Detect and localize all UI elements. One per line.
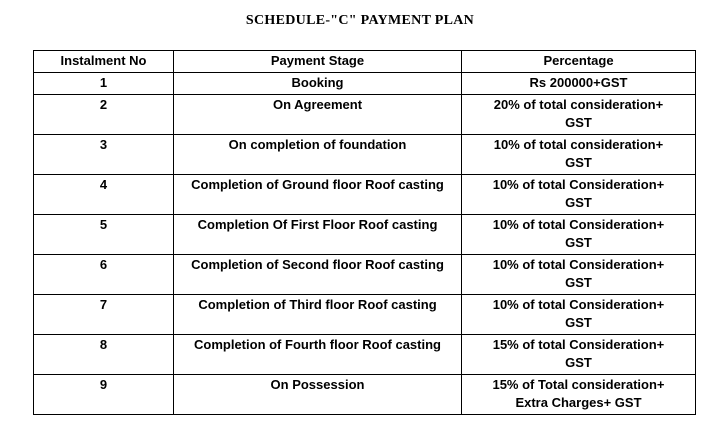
table-row (34, 255, 696, 295)
percentage (462, 95, 696, 135)
percentage-line-1: 10% of total consideration+ (493, 137, 664, 152)
payment-stage: Completion of Second floor Roof casting (174, 255, 462, 295)
percentage-line-2: GST (565, 235, 592, 250)
percentage-line-2: GST (565, 315, 592, 330)
instalment-no: 3 (34, 135, 174, 175)
instalment-no: 8 (34, 335, 174, 375)
percentage-line-2: GST (565, 275, 592, 290)
table-header-row (34, 51, 696, 73)
percentage-line-2: GST (565, 195, 592, 210)
percentage (462, 255, 696, 295)
percentage-line-2: GST (565, 155, 592, 170)
instalment-no: 4 (34, 175, 174, 215)
payment-stage: On Agreement (174, 95, 462, 135)
percentage (462, 375, 696, 415)
table-row (34, 135, 696, 175)
instalment-no: 5 (34, 215, 174, 255)
percentage (462, 175, 696, 215)
percentage-line-1: 10% of total Consideration+ (492, 297, 665, 312)
table-row (34, 295, 696, 335)
header-percentage: Percentage (462, 51, 696, 73)
instalment-no: 2 (34, 95, 174, 135)
percentage-line-2: GST (565, 115, 592, 130)
percentage-line-2: GST (565, 355, 592, 370)
percentage-line-1: 15% of Total consideration+ (492, 377, 665, 392)
document-title: SCHEDULE-"C" PAYMENT PLAN (245, 13, 475, 28)
table-row (34, 335, 696, 375)
percentage-line-1: 10% of total Consideration+ (492, 217, 665, 232)
percentage-line-1: 15% of total Consideration+ (492, 337, 665, 352)
instalment-no: 9 (34, 375, 174, 415)
payment-stage: Completion Of First Floor Roof casting (174, 215, 462, 255)
payment-stage: Completion of Fourth floor Roof casting (174, 335, 462, 375)
percentage-line-1: Rs 200000+GST (529, 75, 628, 90)
percentage-line-1: 10% of total Consideration+ (492, 177, 665, 192)
table-row (34, 375, 696, 415)
payment-plan-table (33, 50, 696, 415)
payment-stage: Completion of Third floor Roof casting (174, 295, 462, 335)
payment-stage: Completion of Ground floor Roof casting (174, 175, 462, 215)
table-row (34, 73, 696, 95)
percentage (462, 135, 696, 175)
payment-stage: Booking (174, 73, 462, 95)
payment-stage: On Possession (174, 375, 462, 415)
instalment-no: 7 (34, 295, 174, 335)
percentage (462, 335, 696, 375)
payment-stage: On completion of foundation (174, 135, 462, 175)
table-row (34, 215, 696, 255)
table-row (34, 175, 696, 215)
instalment-no: 1 (34, 73, 174, 95)
percentage-line-2: Extra Charges+ GST (515, 395, 642, 410)
header-payment-stage: Payment Stage (174, 51, 462, 73)
percentage (462, 215, 696, 255)
percentage-line-1: 20% of total consideration+ (493, 97, 664, 112)
percentage (462, 295, 696, 335)
table-row (34, 95, 696, 135)
instalment-no: 6 (34, 255, 174, 295)
header-instalment-no: Instalment No (34, 51, 174, 73)
percentage (462, 73, 696, 95)
percentage-line-1: 10% of total Consideration+ (492, 257, 665, 272)
